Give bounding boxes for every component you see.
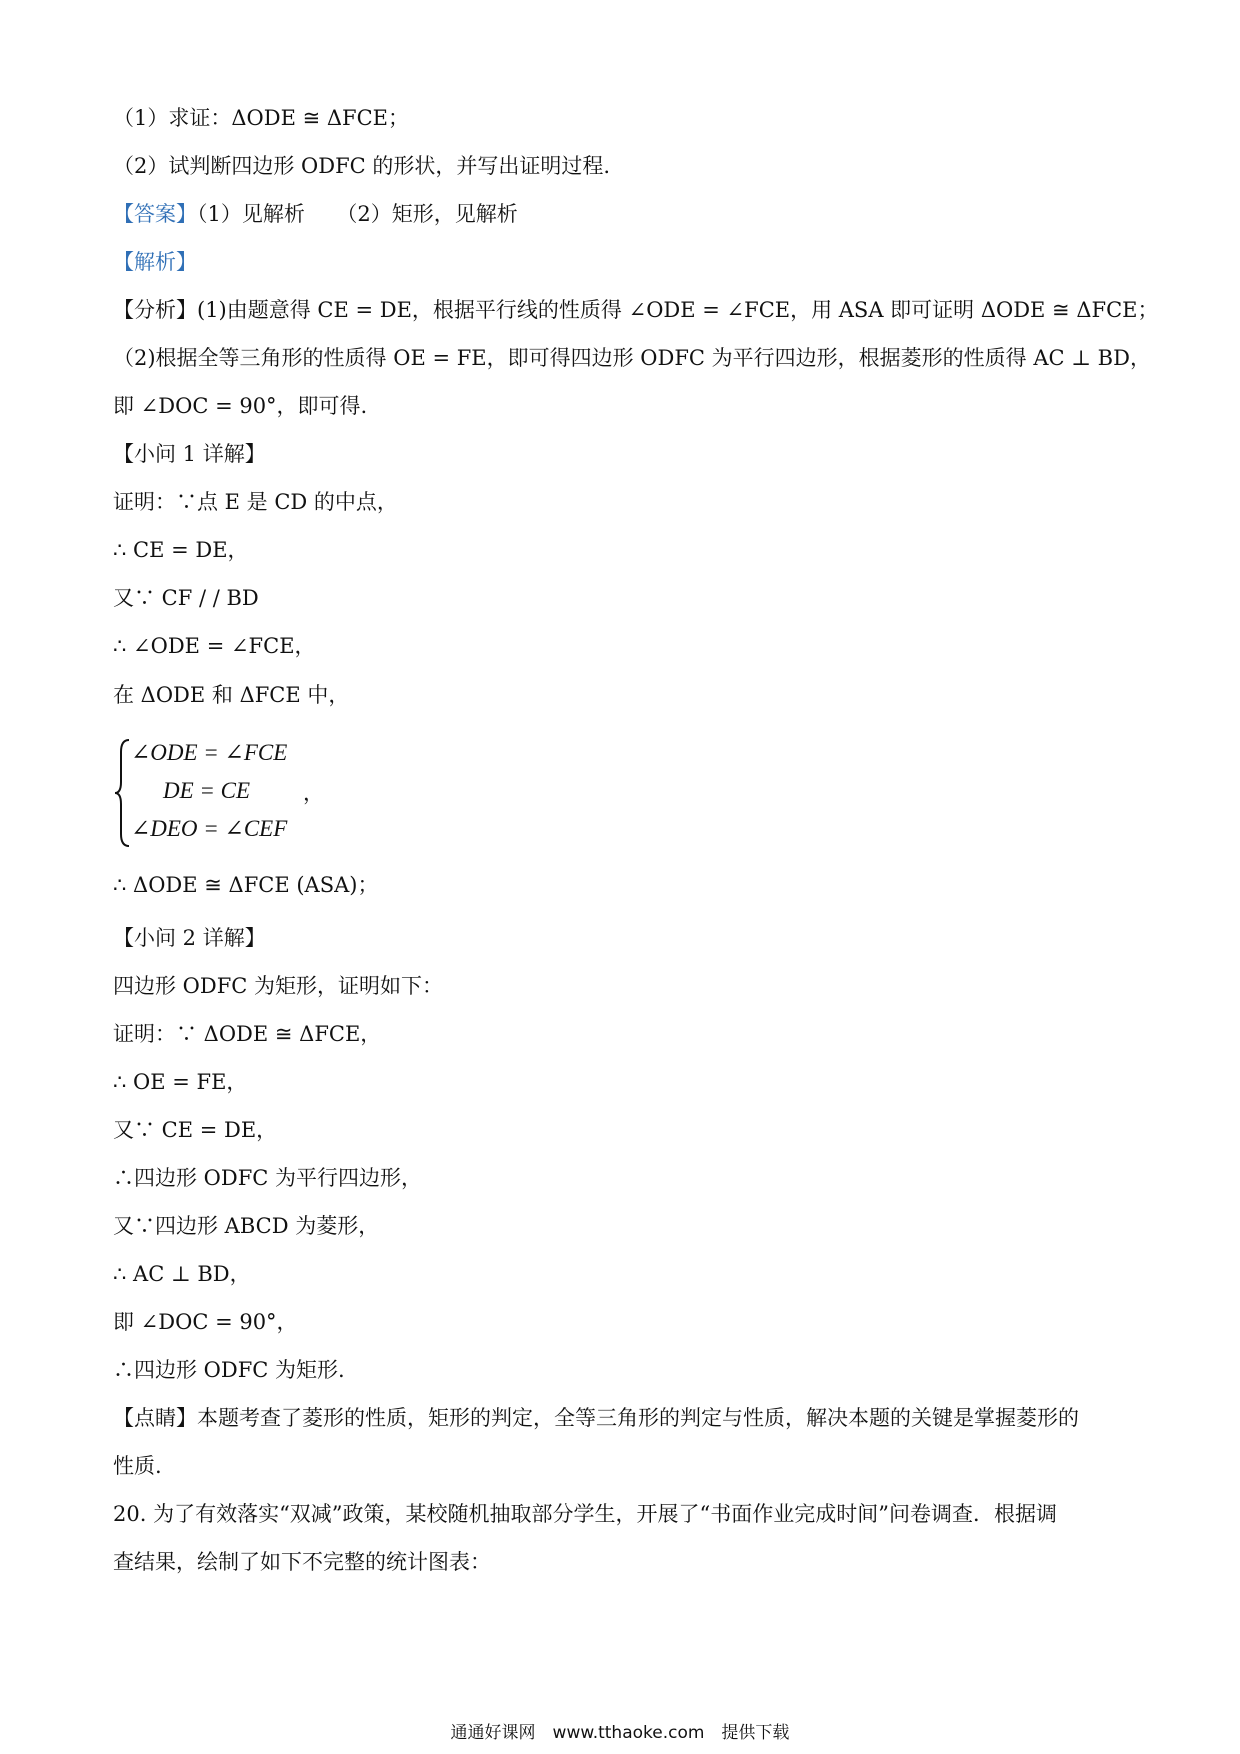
subquestion-1-title: 【小问 1 详解】 [113,442,266,466]
system-row-3: ∠DEO = ∠CEF [131,816,288,841]
proof1-line-2: ∴ CE = DE， [113,538,249,562]
proof2-line-8: 即 ∠DOC = 90°， [113,1310,298,1334]
proof2-line-5: ∴四边形 ODFC 为平行四边形， [113,1166,423,1190]
proof1-line-4: ∴ ∠ODE = ∠FCE， [113,634,316,658]
proof2-line-1: 四边形 ODFC 为矩形，证明如下： [113,974,444,998]
question-part-1: （1）求证：ΔODE ≅ ΔFCE； [113,106,409,130]
proof2-line-4: 又∵ CE = DE， [113,1118,278,1142]
proof1-line-5: 在 ΔODE 和 ΔFCE 中， [113,683,350,707]
system-tail: ， [303,781,324,805]
proof2-line-7: ∴ AC ⊥ BD， [113,1262,251,1286]
equation-system [113,738,353,848]
page-footer: 通通好课网 www.tthaoke.com 提供下载 [450,1723,790,1743]
proof2-line-3: ∴ OE = FE， [113,1070,248,1094]
question-20-line-1: 20. 为了有效落实“双减”政策，某校随机抽取部分学生，开展了“书面作业完成时间”问卷调查．根据调 [113,1502,1058,1526]
proof2-line-9: ∴四边形 ODFC 为矩形. [113,1358,345,1382]
analysis-tag: 【解析】 [113,250,197,274]
system-row-2: DE = CE [163,778,251,803]
comment-line-2: 性质. [113,1454,162,1478]
proof1-conclusion: ∴ ΔODE ≅ ΔFCE (ASA)； [113,873,379,897]
question-20-line-2: 查结果，绘制了如下不完整的统计图表： [113,1550,491,1574]
analysis-line-1: 【分析】(1)由题意得 CE = DE，根据平行线的性质得 ∠ODE = ∠FCE，用 ASA 即可证明 ΔODE ≅ ΔFCE； [113,298,1159,322]
answer-line [113,199,518,229]
comment-line-1: 【点睛】本题考查了菱形的性质，矩形的判定，全等三角形的判定与性质，解决本题的关键是掌握菱形的 [113,1406,1079,1430]
answer-body: （1）见解析 （2）矩形，见解析 [197,202,518,226]
proof2-line-6: 又∵四边形 ABCD 为菱形， [113,1214,380,1238]
left-brace-icon [113,738,133,848]
proof1-line-1: 证明：∵点 E 是 CD 的中点， [113,490,398,514]
analysis-line-3: 即 ∠DOC = 90°，即可得. [113,394,368,418]
answer-tag: 【答案】 [113,202,197,226]
analysis-line-2: （2)根据全等三角形的性质得 OE = FE，即可得四边形 ODFC 为平行四边形，根据菱形的性质得 AC ⊥ BD， [113,346,1151,370]
proof2-line-2: 证明：∵ ΔODE ≅ ΔFCE， [113,1022,382,1046]
subquestion-2-title: 【小问 2 详解】 [113,926,266,950]
proof1-line-3: 又∵ CF / / BD [113,586,259,610]
question-part-2: （2）试判断四边形 ODFC 的形状，并写出证明过程. [113,154,611,178]
system-row-1: ∠ODE = ∠FCE [131,740,288,765]
